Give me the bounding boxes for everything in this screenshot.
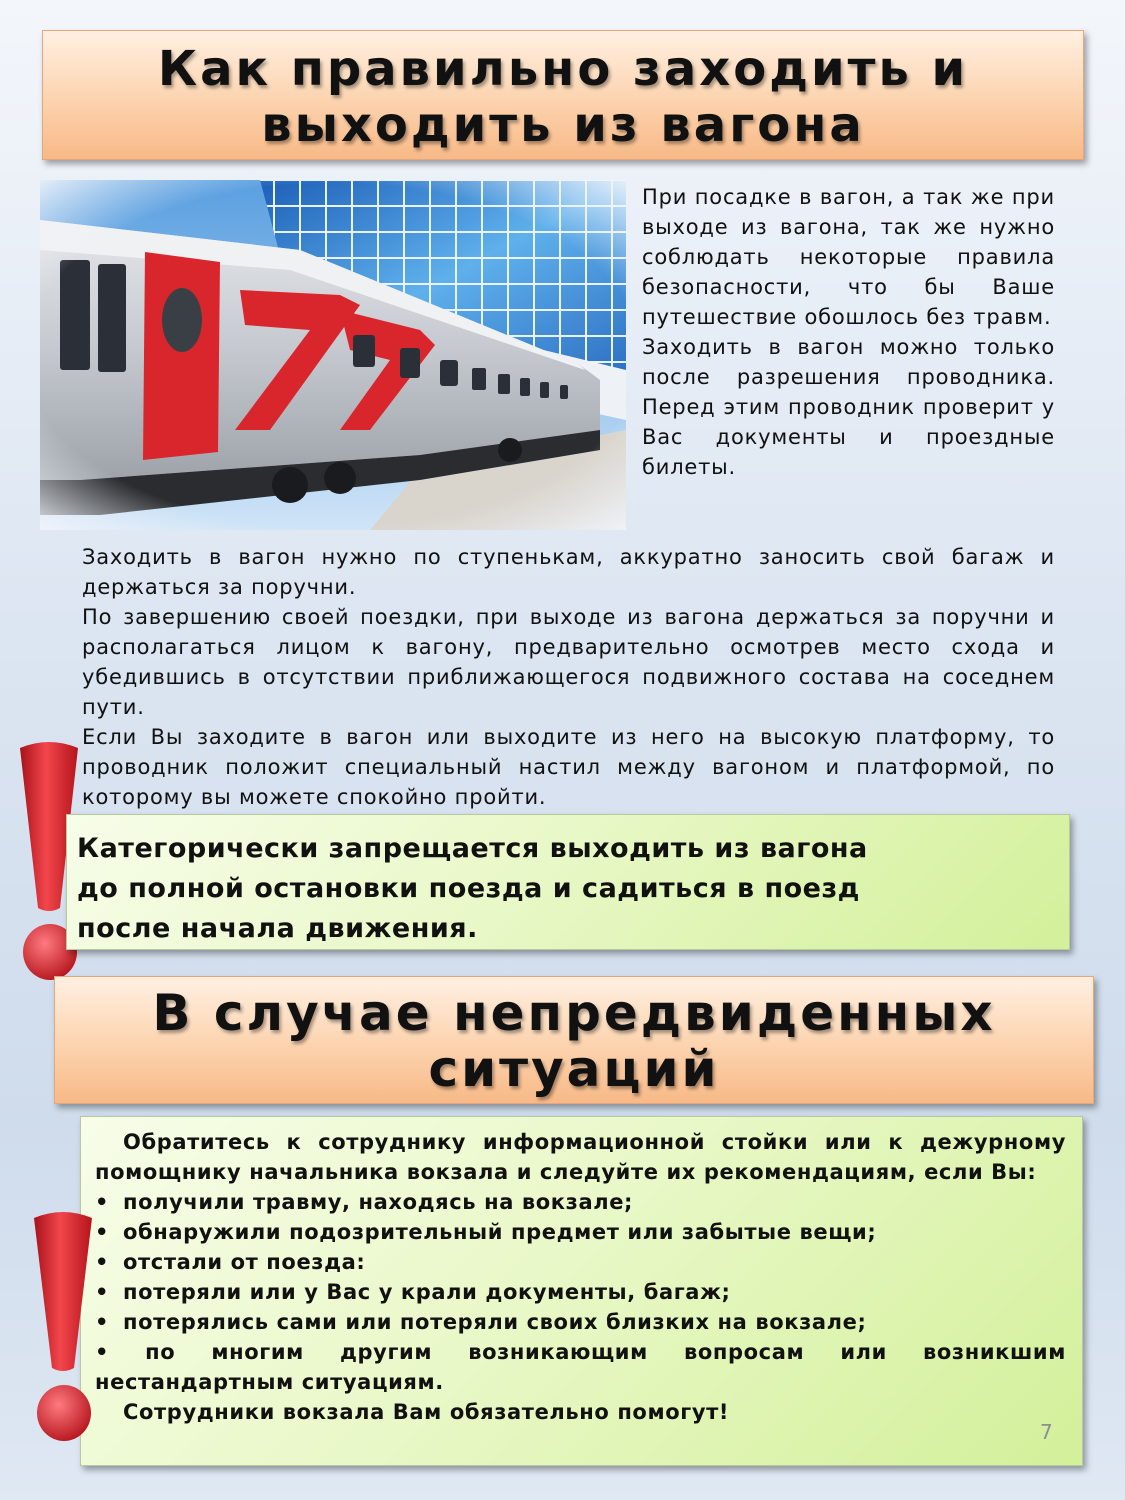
- section-banner: [54, 976, 1094, 1104]
- bullet: •: [95, 1280, 110, 1304]
- main-paragraph-3: Если Вы заходите в вагон или выходите из него на высокую платформу, то проводник положит специальный настил между вагоном и платформой, по которому вы можете спокойно пройти.: [82, 725, 1055, 809]
- section-title-line-1: В случае непредвиденных: [152, 984, 996, 1042]
- list-item-text: потерялись сами или потеряли своих близких на вокзале;: [123, 1310, 867, 1334]
- title-line-1: Как правильно заходить и: [157, 41, 969, 97]
- bullet: •: [95, 1310, 110, 1334]
- bullet: •: [95, 1220, 110, 1244]
- main-paragraph-1: Заходить в вагон нужно по ступенькам, аккуратно заносить свой багаж и держаться за поручни.: [82, 545, 1055, 599]
- list-item-text: получили травму, находясь на вокзале;: [123, 1190, 634, 1214]
- list-item: [95, 1337, 1066, 1397]
- train-photo: [40, 180, 626, 530]
- list-item-text: потеряли или у Вас у крали документы, багаж;: [123, 1280, 731, 1304]
- main-paragraph-2: По завершению своей поездки, при выходе из вагона держаться за поручни и располагаться лицом к вагону, предварительно осмотрев место схода и убедившись в отсутствии приближающегося подвижного состава на соседнем пути.: [82, 605, 1055, 719]
- list-item: [95, 1277, 1066, 1307]
- exclamation-icon: [28, 1208, 98, 1448]
- bullet: •: [95, 1250, 110, 1274]
- page-number: 7: [1040, 1420, 1053, 1444]
- help-box: [80, 1116, 1083, 1466]
- intro-paragraph-1: При посадке в вагон, а так же при выходе из вагона, так же нужно соблюдать некоторые правила безопасности, что бы Ваше путешествие обошлось без травм.: [642, 185, 1055, 329]
- title-line-2: выходить из вагона: [261, 97, 865, 153]
- intro-paragraph-2: Заходить в вагон можно только после разрешения проводника. Перед этим проводник проверит у Вас документы и проездные билеты.: [642, 335, 1055, 479]
- list-item: [95, 1187, 1066, 1217]
- title-banner: [42, 30, 1084, 160]
- list-item: [95, 1217, 1066, 1247]
- list-item-text: обнаружили подозрительный предмет или забытые вещи;: [123, 1220, 877, 1244]
- help-closing: Сотрудники вокзала Вам обязательно помогут!: [123, 1400, 730, 1424]
- list-item: [95, 1307, 1066, 1337]
- main-text: [82, 542, 1055, 812]
- warning-line-2: до полной остановки поезда и садиться в поезд: [77, 873, 860, 904]
- list-item-text: отстали от поезда:: [123, 1250, 366, 1274]
- bullet: •: [95, 1190, 110, 1214]
- section-title-line-2: ситуаций: [428, 1040, 720, 1098]
- bullet: •: [95, 1340, 110, 1364]
- intro-text: [642, 182, 1055, 482]
- help-intro: Обратитесь к сотруднику информационной стойки или к дежурному помощнику начальника вокзала и следуйте их рекомендациям, если Вы:: [95, 1130, 1066, 1184]
- warning-box: [66, 814, 1070, 950]
- warning-line-1: Категорически запрещается выходить из вагона: [77, 833, 868, 864]
- list-item: [95, 1247, 1066, 1277]
- warning-line-3: после начала движения.: [77, 913, 478, 944]
- list-item-text: по многим другим возникающим вопросам или возникшим нестандартным ситуациям.: [95, 1340, 1066, 1394]
